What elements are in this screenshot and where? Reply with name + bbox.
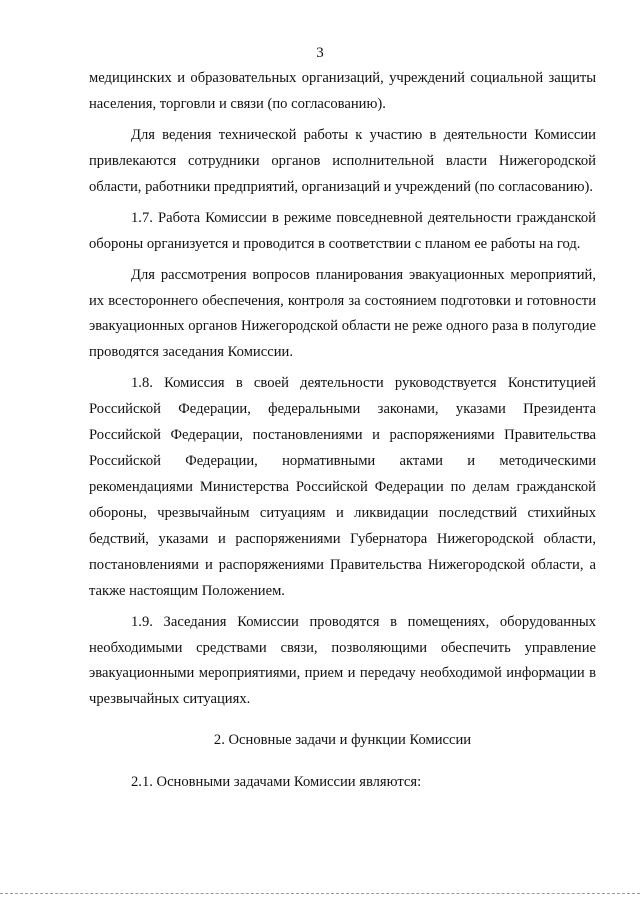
paragraph-1-9: 1.9. Заседания Комиссии проводятся в помещениях, оборудованных необходимыми средствами связи, позволяющими обеспечить управление эвакуационными мероприятиями, прием и передачу необходимой информации в чрезвычайных ситуациях. (89, 613, 596, 708)
paragraph-1-8: 1.8. Комиссия в своей деятельности руководствуется Конституцией Российской Федерации, федеральными законами, указами Президента Российской Федерации, постановлениями и распоряжениями Правительства Российской Федерации, нормативными актами и методическими рекомендациями Министерства Российской Федерации по делам гражданской обороны, чрезвычайным ситуациям и ликвидации последствий стихийных бедствий, указами и распоряжениями Губернатора Нижегородской области, постановлениями и распоряжениями Правительства Нижегородской области, а также настоящим Положением. (89, 375, 596, 599)
paragraph-technical-staff: Для ведения технической работы к участию в деятельности Комиссии привлекаются сотрудники органов исполнительной власти Нижегородской области, работники предприятий, организаций и учреждений (по согласованию). (89, 126, 596, 195)
footer-divider (0, 893, 640, 894)
document-body (89, 66, 596, 796)
paragraph-1-7: 1.7. Работа Комиссии в режиме повседневной деятельности гражданской обороны организуется и проводится в соответствии с планом ее работы на год. (89, 209, 596, 252)
paragraph-meetings: Для рассмотрения вопросов планирования эвакуационных мероприятий, их всестороннего обеспечения, контроля за состоянием подготовки и готовности эвакуационных органов Нижегородской области не реже одного раза в полугодие проводятся заседания Комиссии. (89, 266, 596, 361)
paragraph-continuation: медицинских и образовательных организаций, учреждений социальной защиты населения, торговли и связи (по согласованию). (89, 70, 596, 112)
paragraph-2-1: 2.1. Основными задачами Комиссии являются: (131, 774, 422, 791)
section-heading: 2. Основные задачи и функции Комиссии (213, 732, 472, 749)
page-number: 3 (316, 45, 324, 61)
